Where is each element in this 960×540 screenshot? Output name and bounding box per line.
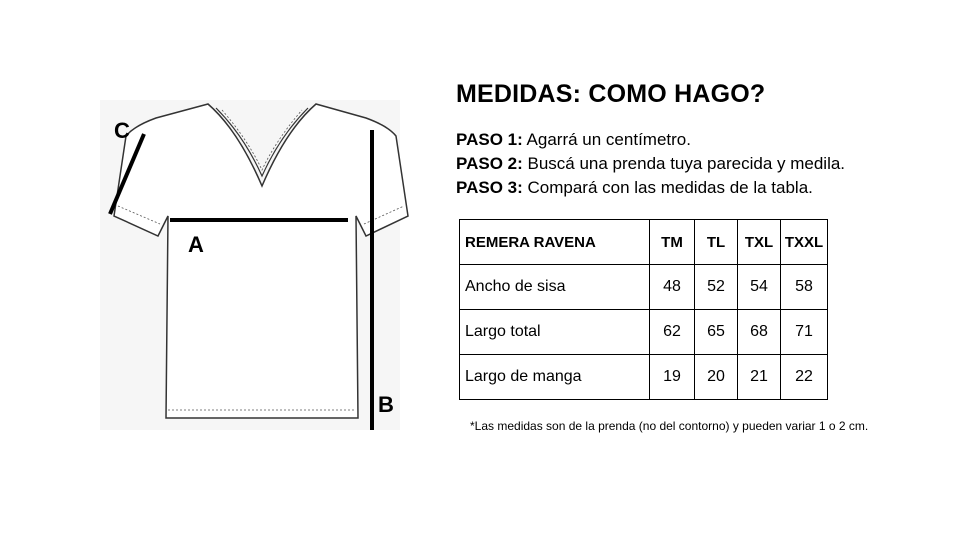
step-2-label: PASO 2: bbox=[456, 154, 523, 173]
table-cell: 71 bbox=[781, 310, 828, 355]
step-3 bbox=[456, 176, 845, 200]
table-cell: 21 bbox=[738, 355, 781, 400]
table-cell: Largo total bbox=[460, 310, 650, 355]
step-1-label: PASO 1: bbox=[456, 130, 523, 149]
table-cell: 68 bbox=[738, 310, 781, 355]
step-1-text: Agarrá un centímetro. bbox=[522, 130, 691, 149]
table-cell: 20 bbox=[695, 355, 738, 400]
table-cell: 19 bbox=[650, 355, 695, 400]
step-3-label: PASO 3: bbox=[456, 178, 523, 197]
table-row bbox=[460, 310, 828, 355]
table-cell: 65 bbox=[695, 310, 738, 355]
table-header-cell: REMERA RAVENA bbox=[460, 220, 650, 265]
step-1 bbox=[456, 128, 845, 152]
table-cell: 48 bbox=[650, 265, 695, 310]
measure-label-b: B bbox=[378, 392, 394, 417]
table-row bbox=[460, 265, 828, 310]
table-header-cell: TXL bbox=[738, 220, 781, 265]
size-table bbox=[459, 219, 828, 400]
table-header-cell: TXXL bbox=[781, 220, 828, 265]
tshirt-drawing bbox=[96, 96, 426, 436]
step-3-text: Compará con las medidas de la tabla. bbox=[522, 178, 813, 197]
table-header-cell: TL bbox=[695, 220, 738, 265]
table-cell: 58 bbox=[781, 265, 828, 310]
footnote: *Las medidas son de la prenda (no del contorno) y pueden variar 1 o 2 cm. bbox=[470, 419, 869, 433]
instruction-steps bbox=[456, 128, 845, 200]
table-cell: 52 bbox=[695, 265, 738, 310]
step-2-text: Buscá una prenda tuya parecida y medila. bbox=[522, 154, 846, 173]
page-title: MEDIDAS: COMO HAGO? bbox=[456, 80, 766, 108]
table-cell: 62 bbox=[650, 310, 695, 355]
measure-label-c: C bbox=[114, 118, 130, 143]
measure-label-a: A bbox=[188, 232, 204, 257]
table-cell: Ancho de sisa bbox=[460, 265, 650, 310]
tshirt-diagram bbox=[96, 96, 426, 436]
step-2 bbox=[456, 152, 845, 176]
table-header-cell: TM bbox=[650, 220, 695, 265]
table-row bbox=[460, 355, 828, 400]
table-header-row bbox=[460, 220, 828, 265]
table-cell: Largo de manga bbox=[460, 355, 650, 400]
table-cell: 54 bbox=[738, 265, 781, 310]
table-cell: 22 bbox=[781, 355, 828, 400]
